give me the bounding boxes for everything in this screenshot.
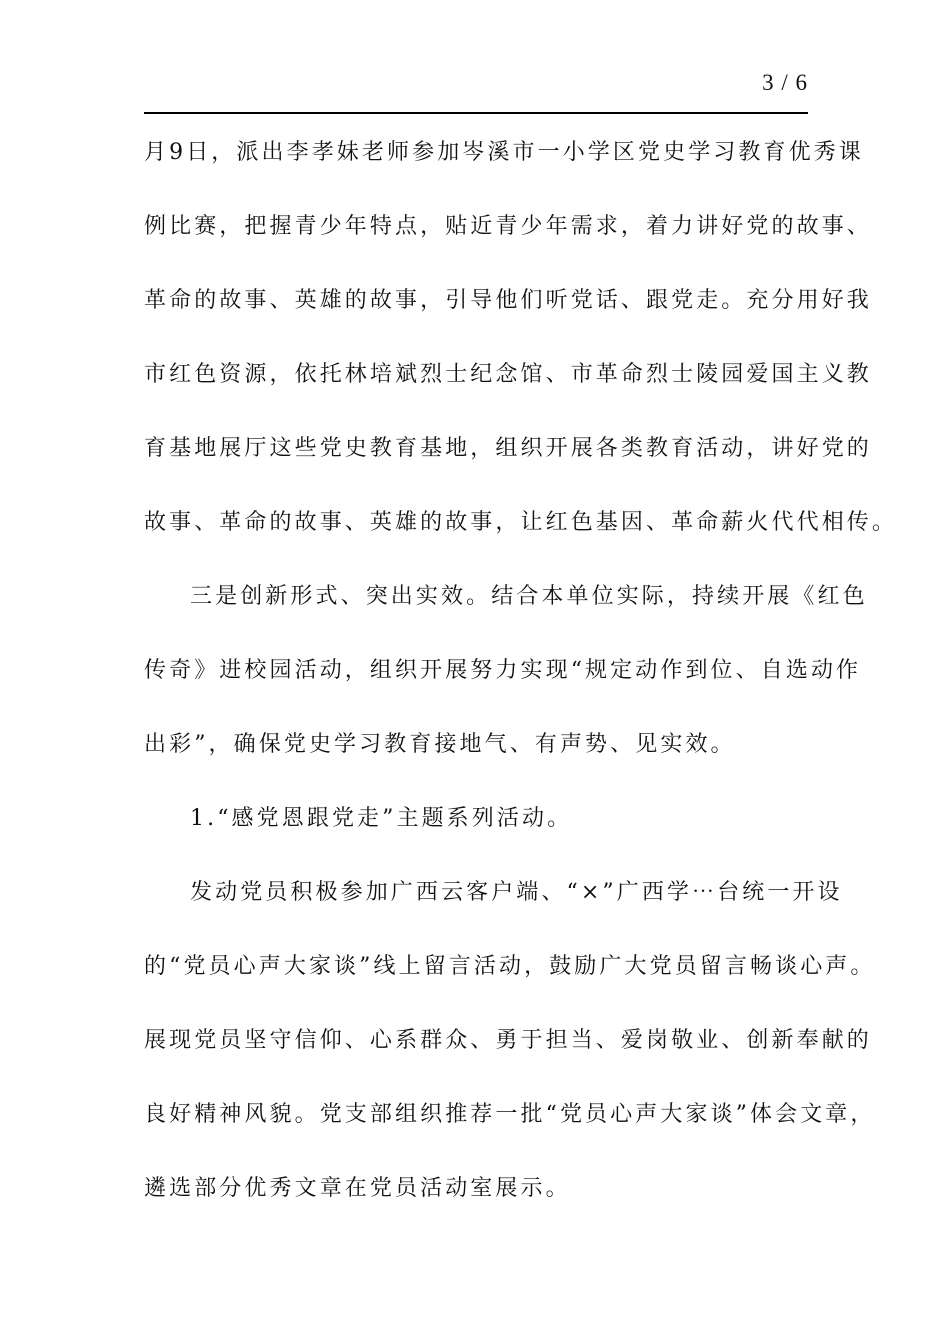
paragraph-line: 三是创新形式、突出实效。结合本单位实际，持续开展《红色 bbox=[190, 584, 868, 609]
section-heading: 1.“感党恩跟党走”主题系列活动。 bbox=[190, 806, 573, 831]
paragraph-line: 出彩”，确保党史学习教育接地气、有声势、见实效。 bbox=[144, 732, 736, 757]
paragraph-line: 育基地展厅这些党史教育基地，组织开展各类教育活动，讲好党的 bbox=[144, 436, 872, 461]
page-number: 3 / 6 bbox=[762, 70, 808, 95]
paragraph-line: 良好精神风貌。党支部组织推荐一批“党员心声大家谈”体会文章， bbox=[144, 1102, 876, 1127]
paragraph-line: 市红色资源，依托林培斌烈士纪念馆、市革命烈士陵园爱国主义教 bbox=[144, 362, 872, 387]
paragraph-line: 的“党员心声大家谈”线上留言活动，鼓励广大党员留言畅谈心声。 bbox=[144, 954, 876, 979]
document-body bbox=[144, 131, 898, 1241]
page-header bbox=[144, 66, 808, 114]
paragraph-line: 遴选部分优秀文章在党员活动室展示。 bbox=[144, 1176, 571, 1201]
paragraph-line: 传奇》进校园活动，组织开展努力实现“规定动作到位、自选动作 bbox=[144, 658, 862, 683]
paragraph-line: 展现党员坚守信仰、心系群众、勇于担当、爱岗敬业、创新奉献的 bbox=[144, 1028, 872, 1053]
paragraph-line: 故事、革命的故事、英雄的故事，让红色基因、革命薪火代代相传。 bbox=[144, 510, 898, 535]
paragraph-line: 发动党员积极参加广西云客户端、“×”广西学⋯台统一开设 bbox=[190, 880, 843, 905]
paragraph-line: 例比赛，把握青少年特点，贴近青少年需求，着力讲好党的故事、 bbox=[144, 214, 872, 239]
paragraph-line: 革命的故事、英雄的故事，引导他们听党话、跟党走。充分用好我 bbox=[144, 288, 872, 313]
paragraph-line: 月9日，派出李孝妹老师参加岑溪市一小学区党史学习教育优秀课 bbox=[144, 140, 864, 165]
